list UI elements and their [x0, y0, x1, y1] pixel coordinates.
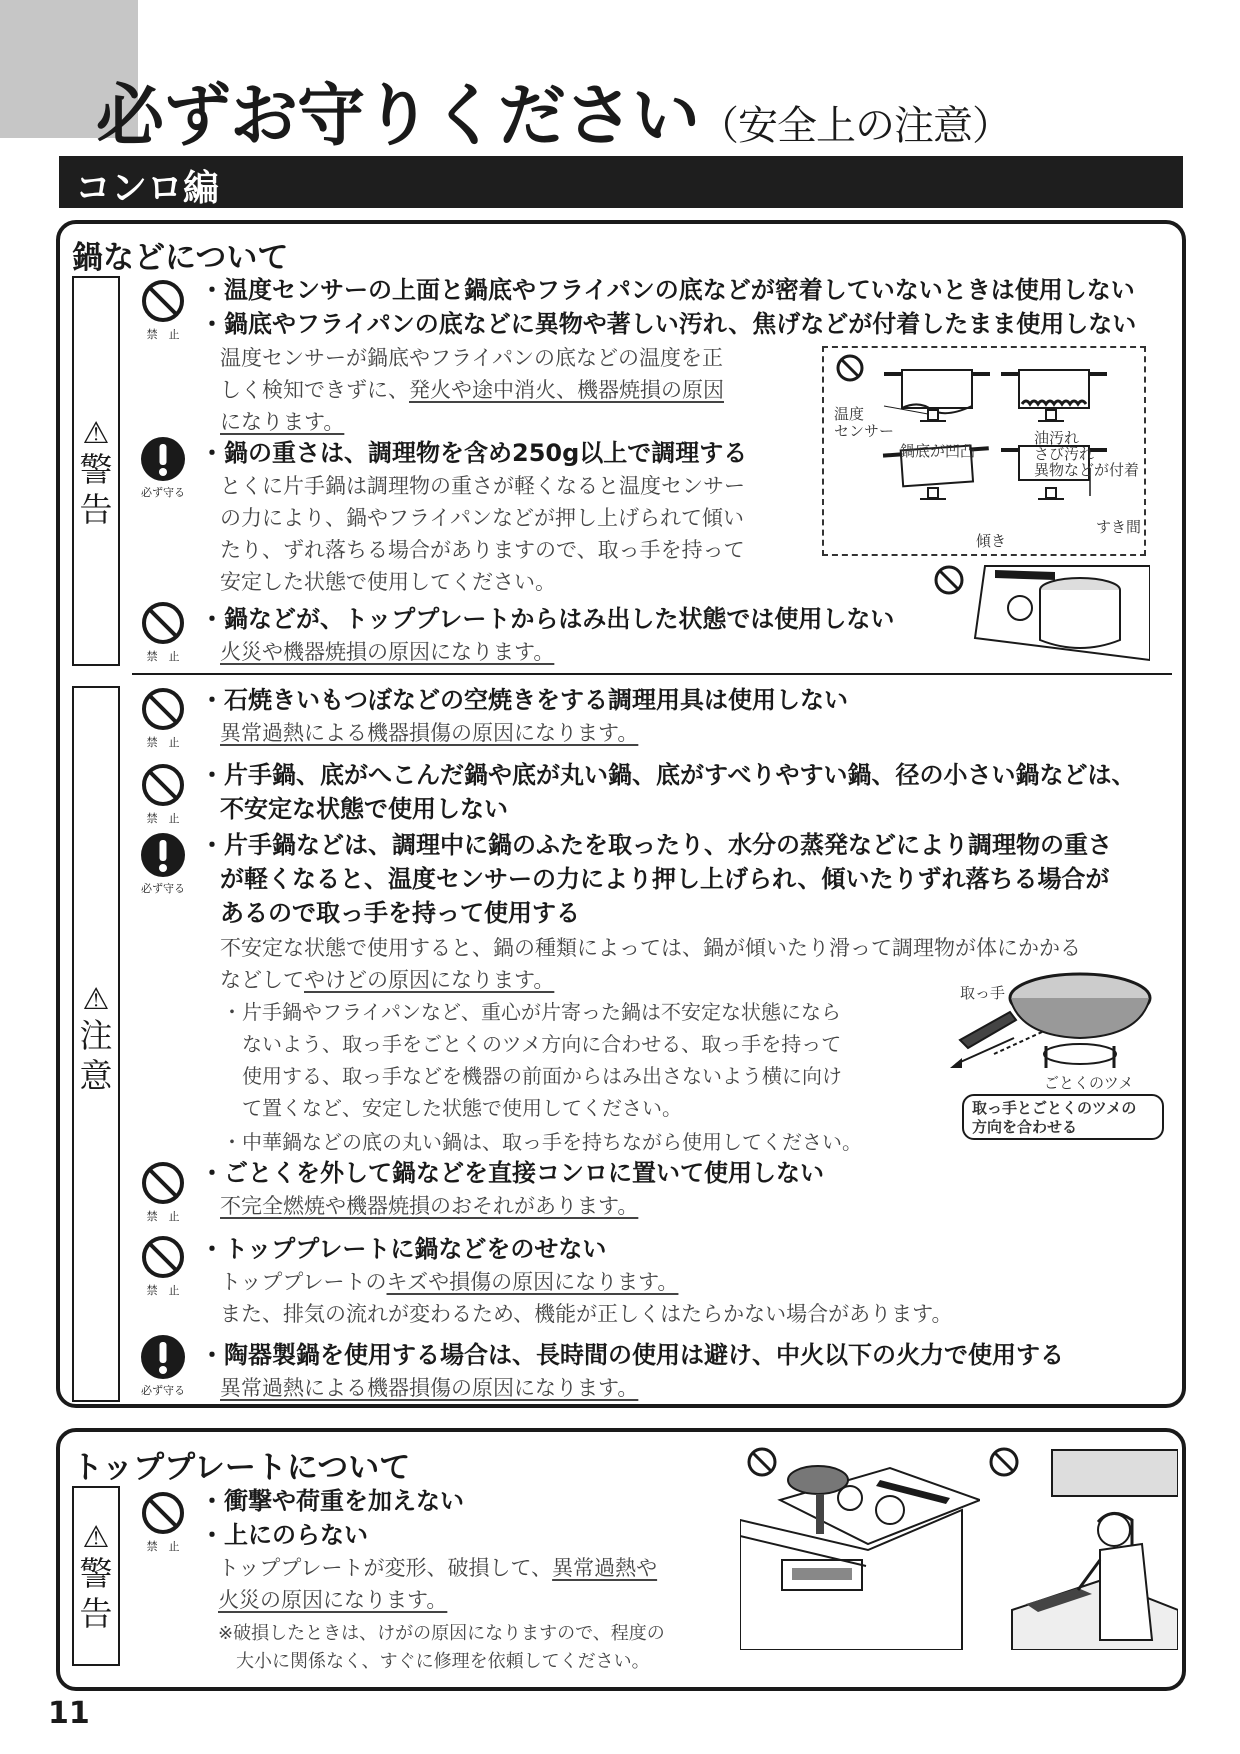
no-symbol-icon: 禁 止	[133, 1234, 193, 1298]
c2-heading-1: ・片手鍋、底がへこんだ鍋や底が丸い鍋、底がすべりやすい鍋、径の小さい鍋などは、	[200, 761, 1136, 789]
caution-label-text: 注意	[79, 1016, 113, 1095]
top-plate-h2: ・上にのらない	[200, 1521, 368, 1549]
c3-sub-2: ないよう、取っ手をごとくのツメ方向に合わせる、取っ手を持って	[222, 1032, 842, 1056]
c3-body-1: 不安定な状態で使用すると、鍋の種類によっては、鍋が傾いたり滑って調理物が体にかかる	[220, 936, 1081, 960]
pots-title: 鍋などについて	[72, 240, 289, 276]
c3-body-2: などしてやけどの原因になります。	[220, 968, 555, 992]
c5-body-2: また、排気の流れが変わるため、機能が正しくはたらかない場合があります。	[220, 1302, 953, 1326]
pots-item2-heading: ・鍋底やフライパンの底などに異物や著しい汚れ、焦げなどが付着したまま使用しない	[200, 310, 1137, 338]
no-symbol-icon: 禁 止	[133, 600, 193, 664]
c2-heading-2: 不安定な状態で使用しない	[220, 795, 508, 823]
label-claw: ごとくのツメ	[1044, 1074, 1134, 1092]
top-plate-title: トッププレートについて	[72, 1450, 411, 1486]
c3-heading-3: あるので取っ手を持って使用する	[220, 899, 580, 927]
c3-sub-3: 使用する、取っ手などを機器の前面からはみ出さないよう横に向け	[222, 1064, 842, 1088]
warning-triangle-icon: ⚠	[82, 1520, 110, 1555]
divider	[132, 673, 1172, 675]
warning-label	[72, 276, 120, 666]
label-tilt: 傾き	[976, 532, 1007, 550]
top-plate-note-1: ※破損したときは、けがの原因になりますので、程度の	[218, 1623, 665, 1644]
top-plate-lean-figure	[982, 1440, 1178, 1650]
top-plate-h1: ・衝撃や荷重を加えない	[200, 1487, 464, 1515]
page-subtitle: （安全上の注意）	[699, 103, 1012, 149]
c3-heading-2: が軽くなると、温度センサーの力により押し上げられ、傾いたりずれ落ちる場合が	[220, 865, 1110, 893]
page-title-main: 必ずお守りください	[96, 77, 700, 156]
no-symbol-icon: 禁 止	[133, 1490, 193, 1554]
exclamation-icon: 必ず守る	[133, 436, 193, 500]
no-symbol-icon: 禁 止	[133, 1160, 193, 1224]
pots-item3-body-1: とくに片手鍋は調理物の重さが軽くなると温度センサー	[220, 474, 745, 498]
c3-sub-1: ・片手鍋やフライパンなど、重心が片寄った鍋は不安定な状態になら	[222, 1000, 841, 1024]
handle-note-1: 取っ手とごとくのツメの	[972, 1099, 1137, 1117]
c3-sub-4: て置くなど、安定した状態で使用してください。	[222, 1096, 682, 1120]
pots-item1-heading: ・温度センサーの上面と鍋底やフライパンの底などが密着していないときは使用しない	[200, 276, 1135, 304]
c4-body: 不完全燃焼や機器焼損のおそれがあります。	[220, 1194, 639, 1218]
top-plate-body-2: 火災の原因になります。	[218, 1588, 448, 1612]
label-sensor: 温度 センサー	[834, 405, 895, 440]
c5-heading: ・トッププレートに鍋などをのせない	[200, 1235, 607, 1263]
top-plate-warning-text: 警告	[79, 1554, 113, 1633]
handle-note-2: 方向を合わせる	[972, 1118, 1078, 1136]
c1-heading: ・石焼きいもつぼなどの空焼きをする調理用具は使用しない	[200, 686, 848, 714]
c6-heading: ・陶器製鍋を使用する場合は、長時間の使用は避け、中火以下の火力で使用する	[200, 1341, 1064, 1369]
label-gap: すき間	[1096, 518, 1142, 536]
c4-heading: ・ごとくを外して鍋などを直接コンロに置いて使用しない	[200, 1159, 824, 1187]
warning-triangle-icon: ⚠	[82, 416, 110, 451]
label-handle: 取っ手	[960, 984, 1006, 1002]
page-number: 11	[48, 1696, 90, 1731]
top-plate-warning-label	[72, 1486, 120, 1666]
c1-body: 異常過熱による機器損傷の原因になります。	[220, 721, 639, 745]
no-symbol-icon: 禁 止	[133, 278, 193, 342]
page-title	[96, 62, 1011, 159]
top-plate-body-1: トッププレートが変形、破損して、異常過熱や	[218, 1556, 658, 1580]
section-title: コンロ編	[75, 168, 220, 209]
exclamation-icon: 必ず守る	[133, 1334, 193, 1398]
warning-triangle-icon: ⚠	[82, 982, 110, 1017]
top-plate-impact-figure	[740, 1440, 980, 1650]
c5-body-1: トッププレートのキズや損傷の原因になります。	[220, 1270, 679, 1294]
overhang-figure	[925, 560, 1150, 672]
pots-item3-body-2: の力により、鍋やフライパンなどが押し上げられて傾い	[220, 506, 744, 530]
pots-item3-heading: ・鍋の重さは、調理物を含め250g以上で調理する	[200, 439, 748, 467]
handle-note-box	[962, 1094, 1164, 1140]
pots-item4-heading: ・鍋などが、トッププレートからはみ出した状態では使用しない	[200, 605, 895, 633]
section-bar	[59, 156, 1183, 208]
warning-label-text: 警告	[79, 450, 113, 529]
c3-heading-1: ・片手鍋などは、調理中に鍋のふたを取ったり、水分の蒸発などにより調理物の重さ	[200, 831, 1112, 859]
c6-body: 異常過熱による機器損傷の原因になります。	[220, 1376, 639, 1400]
sensor-figure	[822, 346, 1146, 556]
no-symbol-icon: 禁 止	[133, 762, 193, 826]
no-symbol-icon: 禁 止	[133, 686, 193, 750]
pots-item2-body-3: になります。	[220, 410, 345, 434]
pots-item3-body-4: 安定した状態で使用してください。	[220, 570, 556, 594]
top-plate-note-2: 大小に関係なく、すぐに修理を依頼してください。	[218, 1651, 650, 1672]
caution-label	[72, 686, 120, 1402]
exclamation-icon: 必ず守る	[133, 832, 193, 896]
pots-item2-body-1: 温度センサーが鍋底やフライパンの底などの温度を正	[220, 346, 723, 370]
c3-sub-5: ・中華鍋などの底の丸い鍋は、取っ手を持ちながら使用してください。	[222, 1130, 862, 1154]
pots-item3-body-3: たり、ずれ落ちる場合がありますので、取っ手を持って	[220, 538, 745, 562]
pots-item4-body: 火災や機器焼損の原因になります。	[220, 640, 555, 664]
label-dent: 鍋底が凹凸	[900, 442, 976, 460]
pots-item2-body-2: しく検知できずに、発火や途中消火、機器焼損の原因	[220, 378, 724, 402]
label-dirt: 油汚れ さび汚れ 異物などが付着	[1034, 429, 1140, 479]
